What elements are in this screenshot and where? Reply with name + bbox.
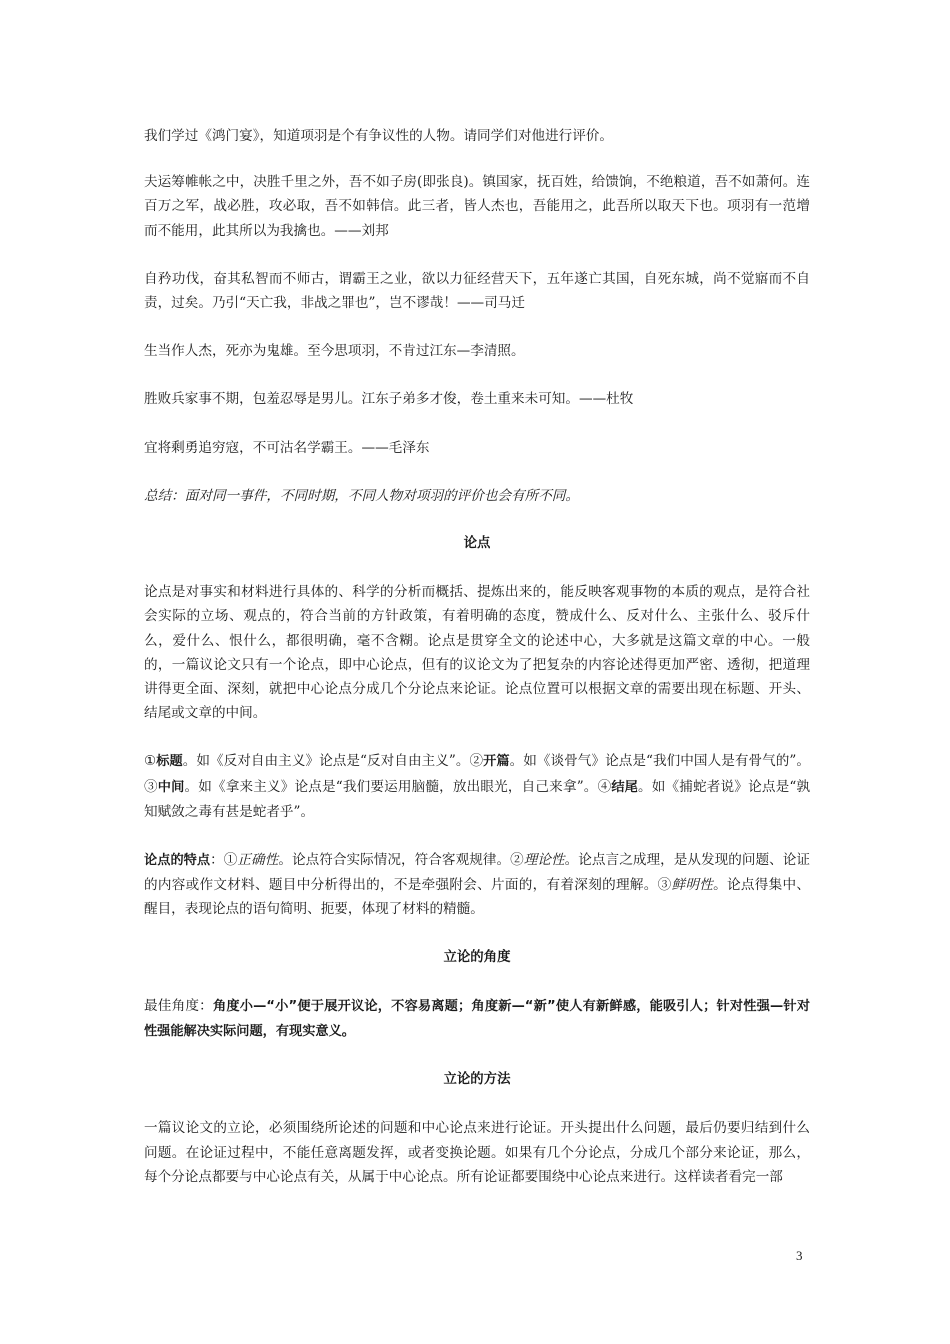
pos-desc-2: 。如《谈骨气》论点是“我们中国人是有骨气的”。 xyxy=(509,753,810,770)
feature-desc-1: 。论点符合实际情况，符合客观规律。 xyxy=(278,852,511,869)
pos-term-2: 开篇 xyxy=(483,754,510,770)
intro-paragraph: 我们学过《鸿门宴》，知道项羽是个有争议性的人物。请同学们对他进行评价。 xyxy=(144,128,613,144)
pos-term-1: 标题 xyxy=(156,754,183,770)
pos-term-4: 结尾 xyxy=(611,779,639,795)
pos-desc-1: 。如《反对自由主义》论点是“反对自由主义”。 xyxy=(182,753,470,770)
quote-dumu: 胜败兵家事不期，包羞忍辱是男儿。江东子弟多才俊，卷土重来未可知。——杜牧 xyxy=(144,391,634,408)
quote-simaqian: 自矜功伐，奋其私智而不师古，谓霸王之业，欲以力征经营天下，五年遂亡其国，自死东城，尚不觉寤而不自责，过矣。乃引“天亡我，非战之罪也”，岂不谬哉！——司马迁 xyxy=(144,270,810,312)
quote-maozedong: 宜将剩勇追穷寇，不可沽名学霸王。——毛泽东 xyxy=(144,439,430,456)
feature-desc-3: 。论点得集中、醒目，表现论点的语句简明、扼要，体现了材料的精髓。 xyxy=(144,877,811,918)
feature-num-2: ② xyxy=(510,852,524,869)
jiaodu-prefix: 最佳角度： xyxy=(144,997,213,1014)
lundian-features xyxy=(144,848,810,922)
feature-term-1: 正确性 xyxy=(237,852,279,869)
feature-term-2: 理论性 xyxy=(523,852,565,869)
feature-desc-2: 。论点言之成理，是从发现的问题、论证的内容或作文材料、题目中分析得出的，不是牵强附会、片面的，有着深刻的理解。 xyxy=(144,852,811,894)
pos-desc-3: 。如《拿来主义》论点是“我们要运用脑髓，放出眼光，自己来拿”。 xyxy=(184,778,598,795)
page-content xyxy=(144,124,810,1213)
lundian-body: 论点是对事实和材料进行具体的、科学的分析而概括、提炼出来的，能反映客观事物的本质的观点，是符合社会实际的立场、观点的，符合当前的方针政策，有着明确的态度，赞成什么、反对什么、主张什么、驳斥什么，爱什么、恨什么，都很明确，毫不含糊。论点是贯穿全文的论述中心，大多就是这篇文章的中心。一般的，一篇议论文只有一个论点，即中心论点，但有的议论文为了把复杂的内容论述得更加严密、透彻，把道理讲得更全面、深刻，就把中心论点分成几个分论点来论证。论点位置可以根据文章的需要出现在标题、开头、结尾或文章的中间。 xyxy=(144,584,810,722)
feature-num-3: ③ xyxy=(657,877,672,894)
summary-paragraph: 总结：面对同一事件，不同时期，不同人物对项羽的评价也会有所不同。 xyxy=(144,487,579,504)
heading-fangfa: 立论的方法 xyxy=(443,1072,511,1088)
feature-num-1: ① xyxy=(223,852,238,869)
jiaodu-body xyxy=(144,994,810,1044)
pos-desc-4: 。如《捕蛇者说》论点是“孰知赋敛之毒有甚是蛇者乎”。 xyxy=(144,778,811,820)
fangfa-body: 一篇议论文的立论，必须围绕所论述的问题和中心论点来进行论证。开头提出什么问题，最后仍要归结到什么问题。在论证过程中，不能任意离题发挥，或者变换论题。如果有几个分论点，分成几个部分来论证，那么，每个分论点都要与中心论点有关，从属于中心论点。所有论证都要围绕中心论点来进行。这样读者看完一部 xyxy=(144,1120,810,1185)
features-colon: ： xyxy=(210,852,224,869)
features-label: 论点的特点 xyxy=(144,853,211,869)
quote-liubang: 夫运筹帷帐之中，决胜千里之外，吾不如子房(即张良)。镇国家，抚百姓，给馈饷，不绝粮道，吾不如萧何。连百万之军，战必胜，攻必取，吾不如韩信。此三者，皆人杰也，吾能用之，此吾所以取天下也。项羽有一范增而不能用，此其所以为我擒也。——刘邦 xyxy=(144,174,810,239)
feature-term-3: 鲜明性 xyxy=(671,877,714,894)
pos-num-4: ④ xyxy=(597,778,612,795)
lundian-positions xyxy=(144,749,810,824)
heading-lundian: 论点 xyxy=(463,536,491,552)
pos-num-3: ③ xyxy=(144,778,158,795)
pos-num-2: ② xyxy=(469,753,484,770)
quote-liqingzhao: 生当作人杰，死亦为鬼雄。至今思项羽，不肯过江东—李清照。 xyxy=(144,343,525,360)
pos-term-3: 中间 xyxy=(157,779,185,795)
pos-num-1: ① xyxy=(144,753,157,770)
jiaodu-text: 角度小—“小”便于展开议论，不容易离题；角度新—“新”使人有新鲜感，能吸引人；针对性强—针对性强能解决实际问题，有现实意义。 xyxy=(144,998,811,1040)
heading-jiaodu: 立论的角度 xyxy=(443,949,511,965)
page-number: 3 xyxy=(796,1248,803,1263)
